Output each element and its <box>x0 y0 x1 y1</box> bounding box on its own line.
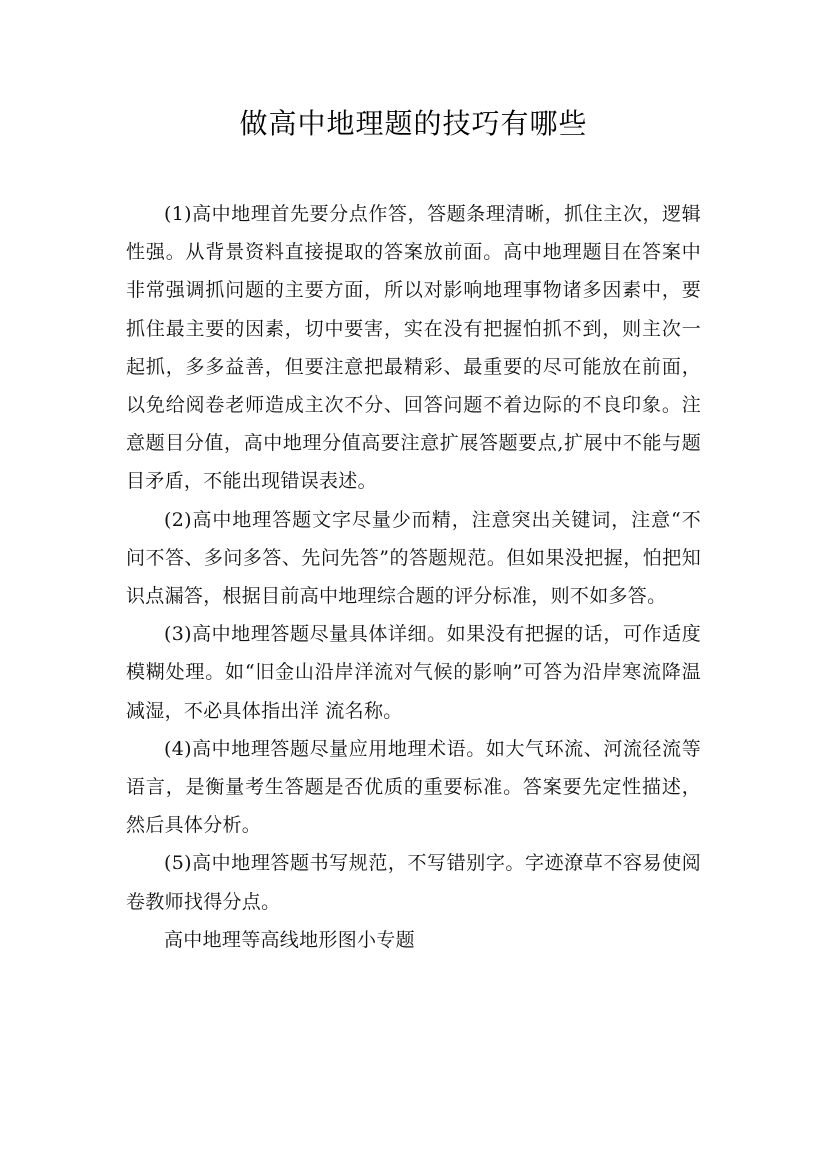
section-heading: 高中地理等高线地形图小专题 <box>164 928 415 951</box>
paragraph-1: (1)高中地理首先要分点作答，答题条理清晰，抓住主次，逻辑性强。从背景资料直接提取的答案放前面。高中地理题目在答案中非常强调抓问题的主要方面，所以对影响地理事物诸多因素中，要抓住最主要的因素，切中要害，实在没有把握怕抓不到，则主次一起抓，多多益善，但要注意把最精彩、最重要的尽可能放在前面，以免给阅卷老师造成主次不分、回答问题不着边际的不良印象。注意题目分值，高中地理分值高要注意扩展答题要点,扩展中不能与题目矛盾，不能出现错误表述。 <box>126 203 701 493</box>
paragraph-3: (3)高中地理答题尽量具体详细。如果没有把握的话，可作适度模糊处理。如“旧金山沿岸洋流对气候的影响”可答为沿岸寒流降温减湿，不必具体指出洋 流名称。 <box>126 623 701 722</box>
paragraph-2: (2)高中地理答题文字尽量少而精，注意突出关键词，注意“不问不答、多问多答、先问先答”的答题规范。但如果没把握，怕把知识点漏答，根据目前高中地理综合题的评分标准，则不如多答。 <box>126 508 701 608</box>
paragraph-4: (4)高中地理答题尽量应用地理术语。如大气环流、河流径流等语言，是衡量考生答题是否优质的重要标准。答案要先定性描述，然后具体分析。 <box>126 737 701 837</box>
document-body <box>126 195 701 959</box>
paragraph-5: (5)高中地理答题书写规范，不写错别字。字迹潦草不容易使阅卷教师找得分点。 <box>126 852 701 913</box>
document-title: 做高中地理题的技巧有哪些 <box>239 107 588 140</box>
